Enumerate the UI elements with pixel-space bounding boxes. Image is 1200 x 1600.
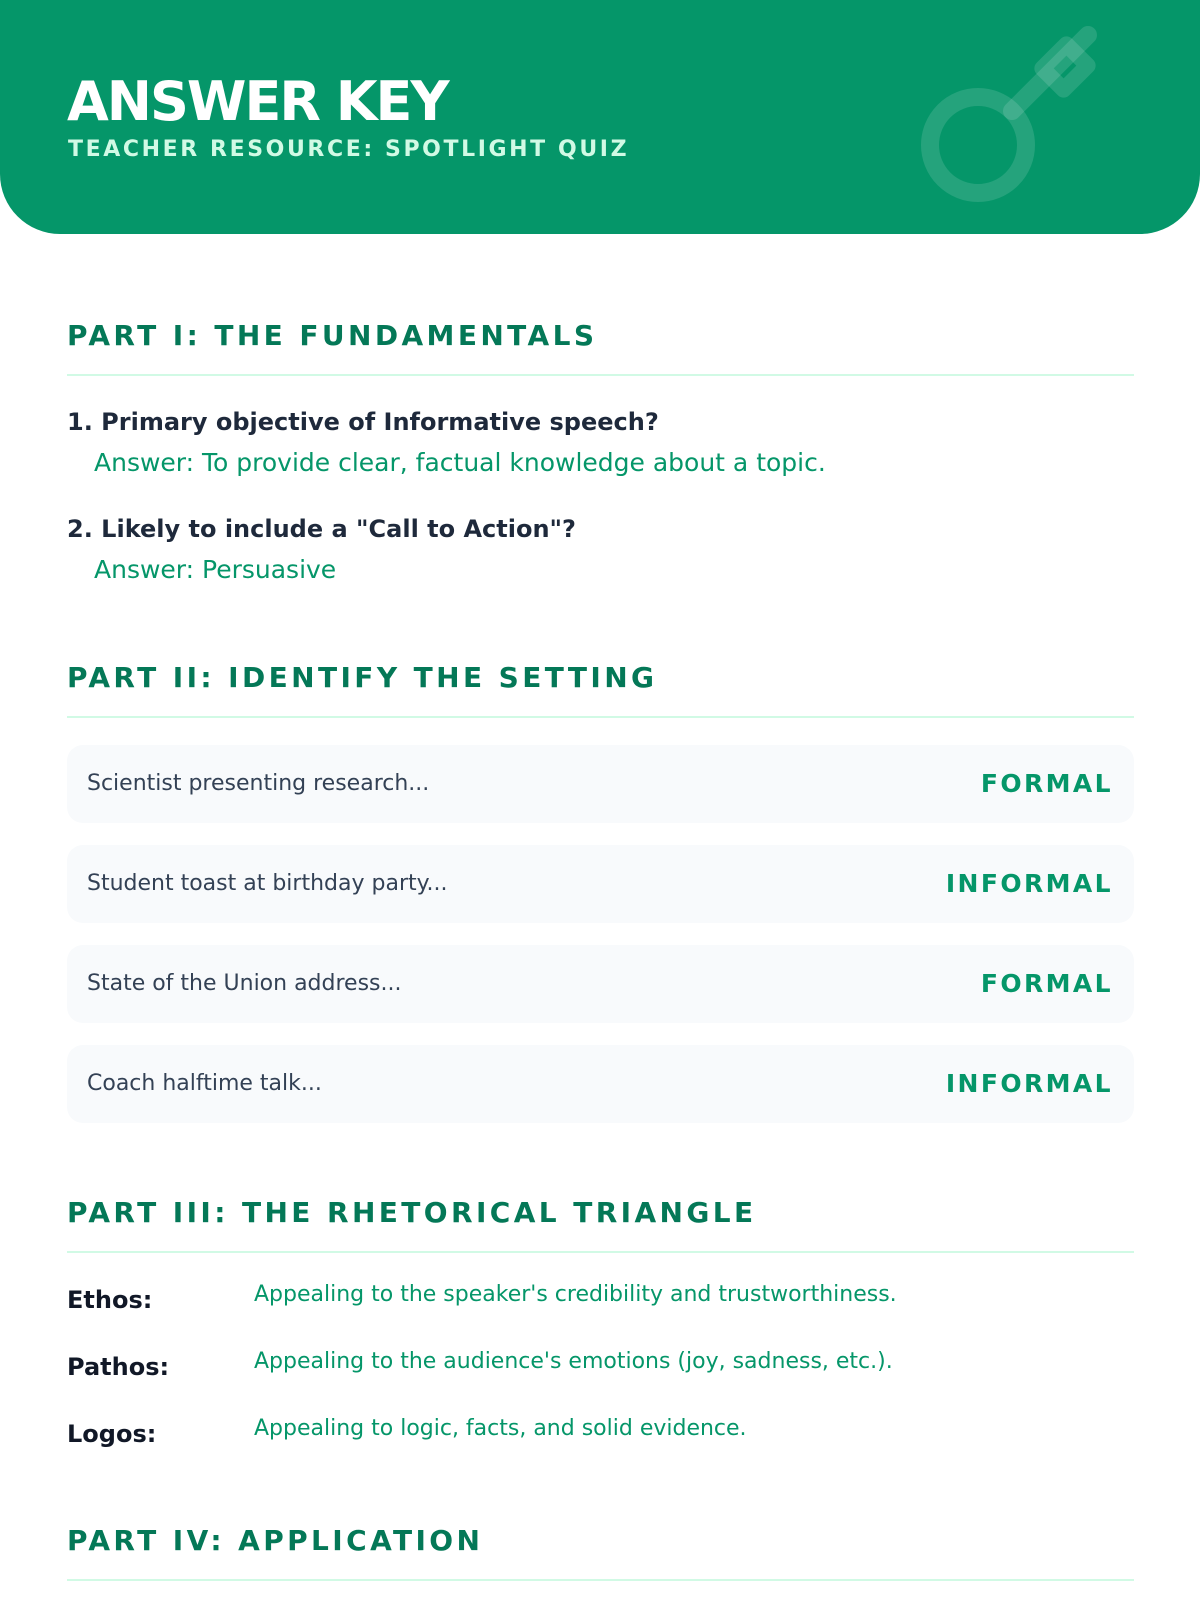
- key-icon: [920, 10, 1140, 220]
- setting-answer: INFORMAL: [945, 869, 1113, 898]
- section-heading-part-4: PART IV: APPLICATION: [67, 1523, 1134, 1581]
- definition-logos: Appealing to logic, facts, and solid evidence.: [254, 1416, 747, 1441]
- setting-answer: INFORMAL: [945, 1069, 1113, 1098]
- page-subtitle: TEACHER RESOURCE: SPOTLIGHT QUIZ: [68, 137, 630, 162]
- answer-2: Answer: Persuasive: [94, 555, 337, 584]
- header-banner: [0, 0, 1200, 234]
- term-logos: Logos:: [67, 1420, 157, 1448]
- setting-scenario: Coach halftime talk...: [87, 1071, 322, 1096]
- setting-row: [67, 745, 1134, 823]
- setting-scenario: Scientist presenting research...: [87, 771, 430, 796]
- setting-scenario: Student toast at birthday party...: [87, 871, 448, 896]
- term-ethos: Ethos:: [67, 1286, 153, 1314]
- definition-pathos: Appealing to the audience's emotions (joy, sadness, etc.).: [254, 1349, 893, 1374]
- question-1: 1. Primary objective of Informative speech?: [67, 408, 659, 436]
- term-pathos: Pathos:: [67, 1353, 170, 1381]
- section-heading-part-3: PART III: THE RHETORICAL TRIANGLE: [67, 1195, 1134, 1253]
- section-heading-part-2: PART II: IDENTIFY THE SETTING: [67, 660, 1134, 718]
- setting-answer: FORMAL: [980, 969, 1113, 998]
- setting-row: [67, 845, 1134, 923]
- answer-1: Answer: To provide clear, factual knowledge about a topic.: [94, 448, 826, 477]
- section-heading-part-1: PART I: THE FUNDAMENTALS: [67, 318, 1134, 376]
- setting-answer: FORMAL: [980, 769, 1113, 798]
- page-title: ANSWER KEY: [67, 70, 448, 133]
- setting-row: [67, 945, 1134, 1023]
- definition-ethos: Appealing to the speaker's credibility and trustworthiness.: [254, 1282, 897, 1307]
- setting-row: [67, 1045, 1134, 1123]
- setting-scenario: State of the Union address...: [87, 971, 402, 996]
- question-2: 2. Likely to include a "Call to Action"?: [67, 515, 576, 543]
